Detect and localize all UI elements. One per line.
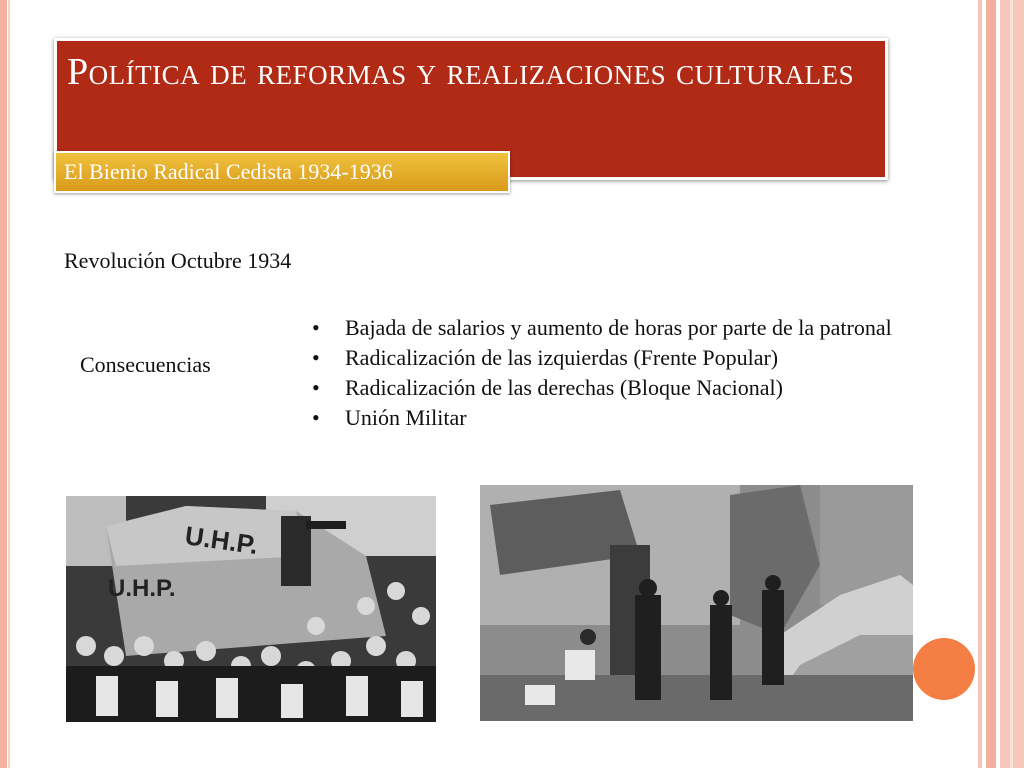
right-stripe-4: [1010, 0, 1013, 768]
list-item-text: Unión Militar: [345, 405, 467, 430]
slide-subtitle: El Bienio Radical Cedista 1934-1936: [54, 151, 510, 193]
left-stripe-thin: [8, 0, 10, 768]
list-item-text: Radicalización de las derechas (Bloque Nacional): [345, 375, 783, 400]
list-item: [312, 403, 962, 433]
right-stripe-2: [986, 0, 996, 768]
list-item: [312, 343, 962, 373]
photo-armored-vehicle-crowd: [66, 496, 436, 722]
consequences-list: [312, 313, 962, 433]
photo-ruins: [480, 485, 913, 721]
left-stripe: [0, 0, 7, 768]
slide-title: Política de reformas y realizaciones culturales: [67, 51, 855, 93]
vehicle-lettering: U.H.P.: [183, 520, 260, 561]
decorative-orange-circle: [913, 638, 975, 700]
bullet-icon: •: [312, 315, 320, 340]
section-heading: Revolución Octubre 1934: [64, 248, 292, 273]
vehicle-lettering-side: U.H.P.: [108, 575, 176, 602]
list-item: [312, 313, 962, 343]
bullet-icon: •: [312, 345, 320, 370]
bullet-icon: •: [312, 405, 320, 430]
list-item-text: Bajada de salarios y aumento de horas por parte de la patronal: [345, 315, 892, 340]
bullet-icon: •: [312, 375, 320, 400]
right-stripe-1: [978, 0, 982, 768]
list-item-text: Radicalización de las izquierdas (Frente Popular): [345, 345, 779, 370]
list-item: [312, 373, 962, 403]
consequences-label: Consecuencias: [80, 352, 211, 377]
